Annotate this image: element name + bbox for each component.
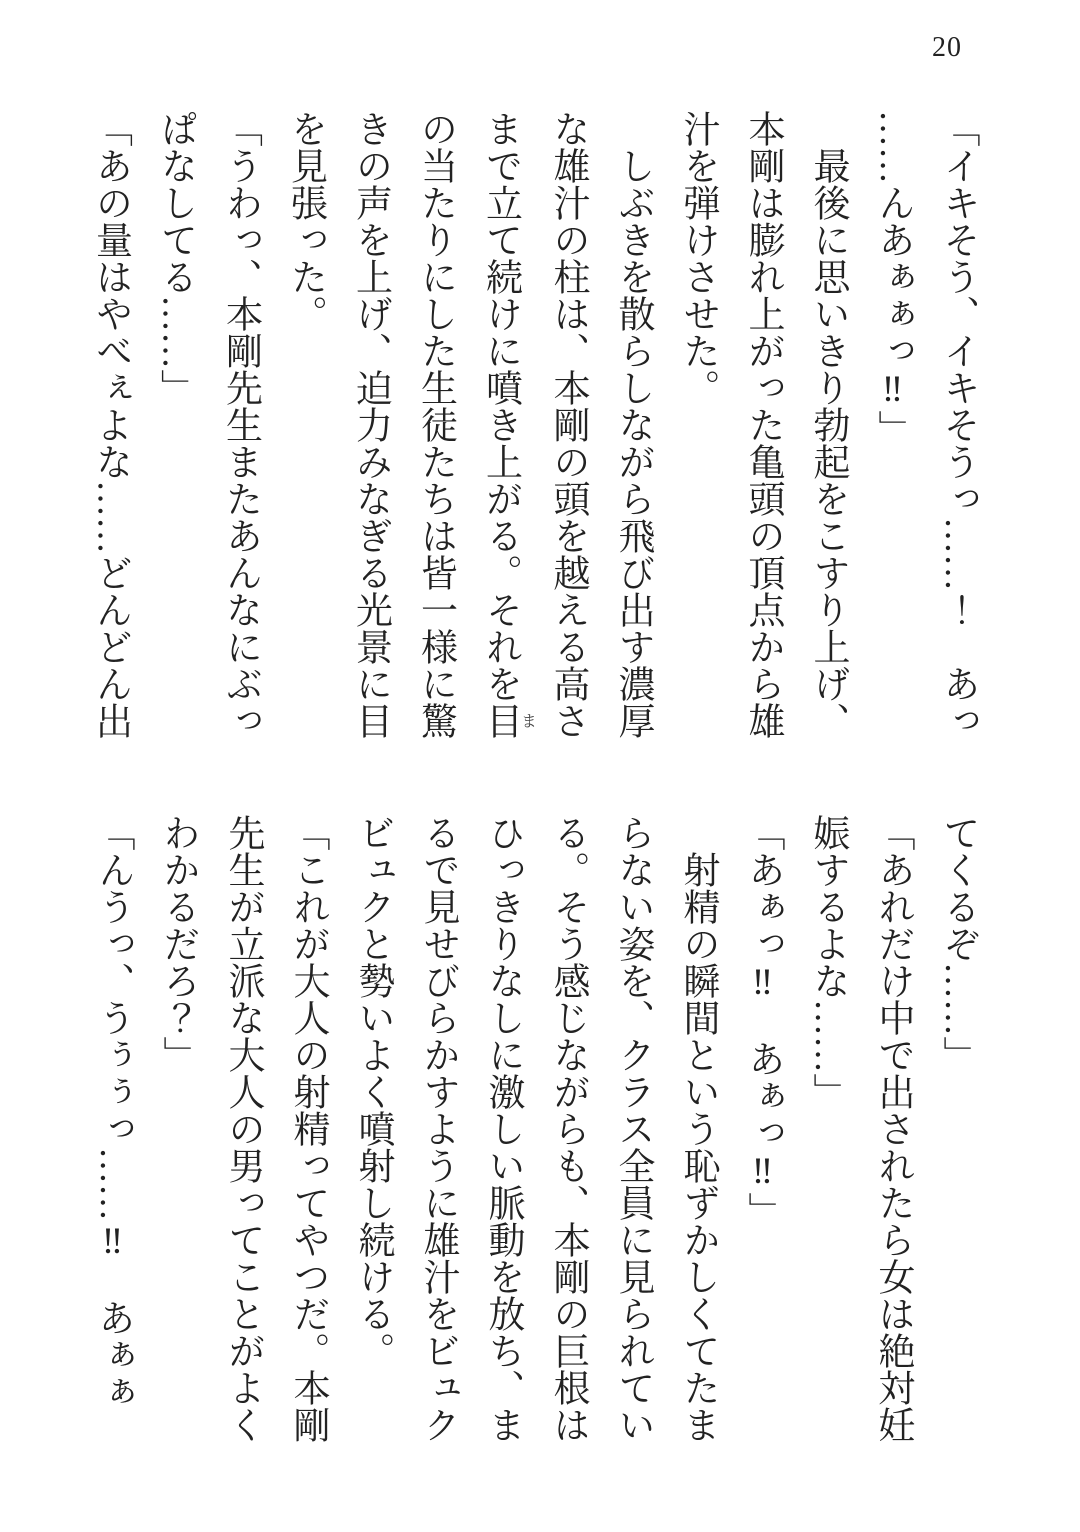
text-line: 「これが大人の射精ってやつだ。本剛 — [287, 814, 328, 1443]
text-line: らない姿を、クラス全員に見られてい — [612, 814, 653, 1443]
text-line: 「あれだけ中で出されたら女は絶対妊 — [872, 814, 913, 1443]
page-number: 20 — [932, 32, 962, 63]
text-line: 「んうっ、うぅぅっ……‼ あぁぁ — [92, 814, 133, 1410]
text-line: るで見せびらかすように雄汁をビュク — [417, 814, 458, 1443]
text-line: ……んあぁぁっ‼」 — [872, 110, 913, 447]
text-line: 本剛は膨れ上がった亀頭の頂点から雄 — [742, 110, 783, 739]
text-line: しぶきを散らしながら飛び出す濃厚 — [612, 147, 653, 739]
text-line: 「あの量はやべぇよな……どんどん出 — [89, 110, 131, 739]
text-line: る。そう感じながらも、本剛の巨根は — [547, 814, 588, 1443]
text-line: わかるだろ？」 — [157, 814, 198, 1073]
text-line: 「あぁっ‼ あぁっ‼」 — [742, 814, 783, 1229]
text-line: 汁を弾けさせた。 — [677, 110, 718, 406]
text-line: の当たりにした生徒たちは皆一様に驚 — [414, 110, 456, 739]
text-line: 「イキそう、イキそうっ……！ あっ — [937, 110, 978, 739]
text-line: 射精の瞬間という恥ずかしくてたま — [677, 851, 718, 1443]
text-line: ビュクと勢いよく噴射し続ける。 — [352, 814, 393, 1369]
text-line: ひっきりなしに激しい脈動を放ち、ま — [482, 814, 523, 1443]
text-line: 先生が立派な大人の男ってことがよく — [222, 814, 263, 1443]
text-line: 娠するよな……」 — [807, 814, 848, 1110]
text-line: を見張った。 — [284, 110, 326, 332]
text-line: てくるぞ……」 — [937, 814, 978, 1073]
text-line: 最後に思いきり勃起をこすり上げ、 — [807, 147, 848, 739]
text-line: ぱなしてる……」 — [154, 110, 196, 406]
text-line: まで立て続けに噴き上がる。それを目ま — [479, 110, 536, 739]
text-block-top — [78, 110, 991, 746]
text-line: きの声を上げ、迫力みなぎる光景に目 — [349, 110, 391, 739]
ruby-annotation: 目ま — [479, 702, 536, 739]
text-line: 「うわっ、本剛先生またあんなにぶっ — [219, 110, 261, 739]
text-line: な雄汁の柱は、本剛の頭を越える高さ — [547, 110, 588, 739]
text-block-bottom — [80, 814, 990, 1450]
